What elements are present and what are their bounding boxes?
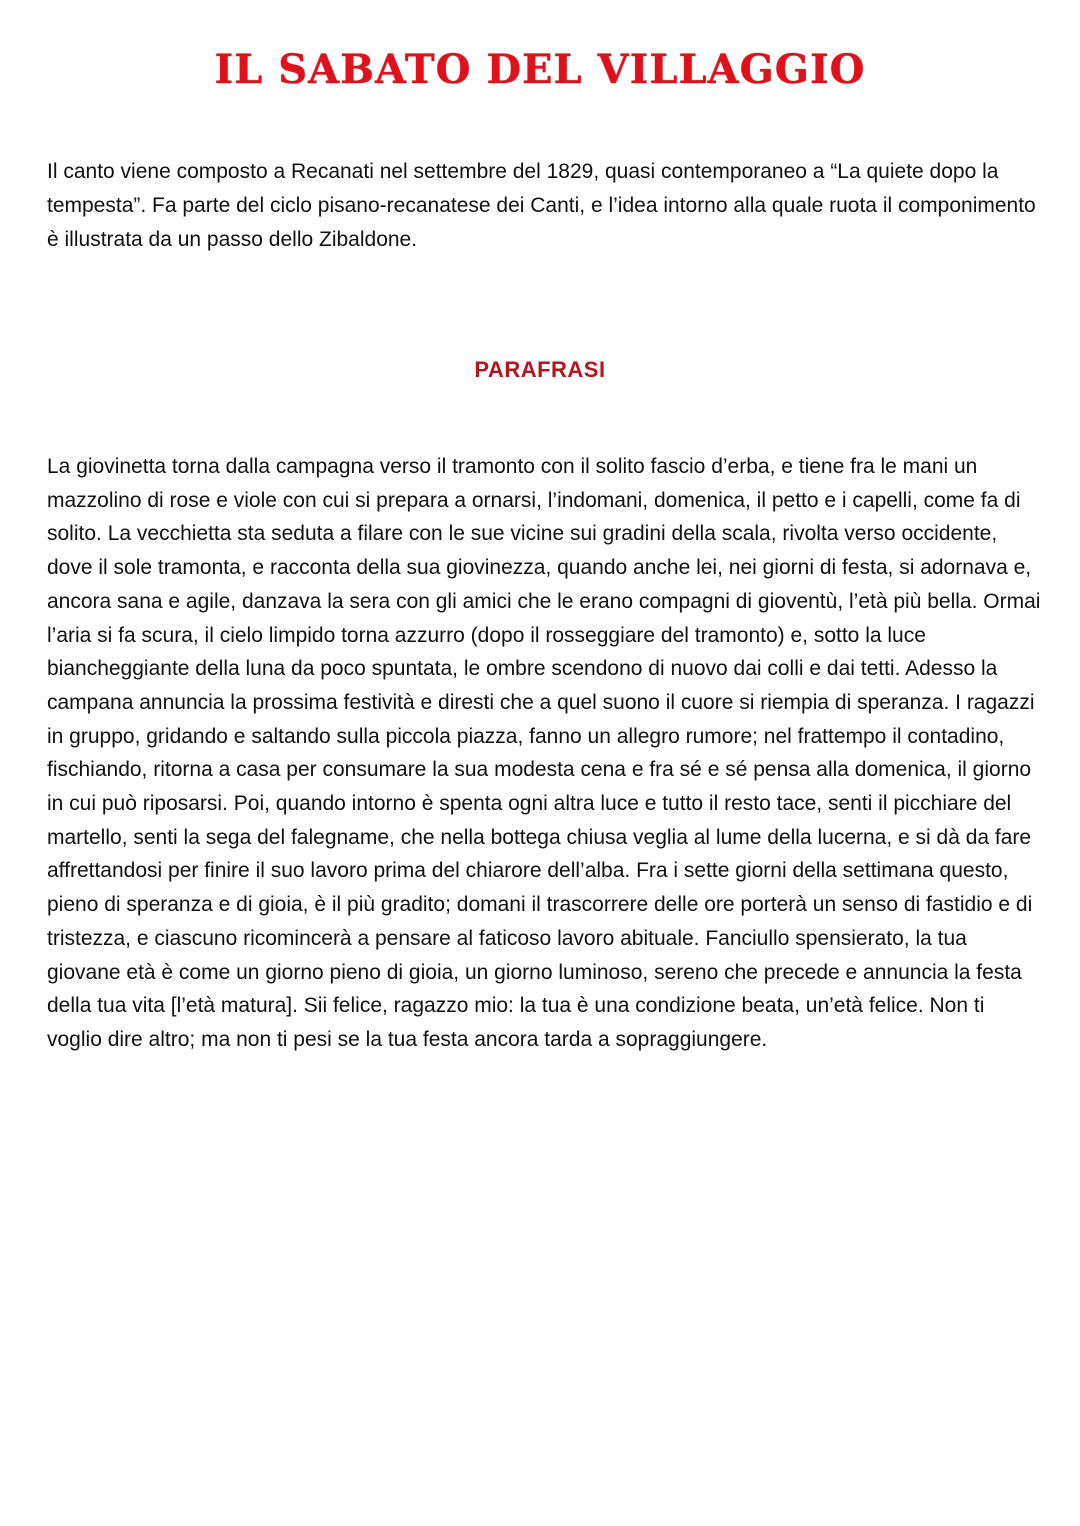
page-title: IL SABATO DEL VILLAGGIO: [214, 46, 866, 93]
section-heading-parafrasi: PARAFRASI: [474, 357, 606, 382]
intro-paragraph: Il canto viene composto a Recanati nel settembre del 1829, quasi contemporaneo a “La quiete dopo la tempesta”. Fa parte del ciclo pisano-recanatese dei Canti, e l’idea intorno alla quale ruota il componimento è illustrata da un passo dello Zibaldone.: [47, 160, 1036, 251]
paraphrase-paragraph: La giovinetta torna dalla campagna verso il tramonto con il solito fascio d’erba, e tiene fra le mani un mazzolino di rose e viole con cui si prepara a ornarsi, l’indomani, domenica, il petto e i capelli, come fa di solito. La vecchietta sta seduta a filare con le sue vicine sui gradini della scala, rivolta verso occidente, dove il sole tramonta, e racconta della sua giovinezza, quando anche lei, nei giorni di festa, si adornava e, ancora sana e agile, danzava la sera con gli amici che le erano compagni di gioventù, l’età più bella. Ormai l’aria si fa scura, il cielo limpido torna azzurro (dopo il rosseggiare del tramonto) e, sotto la luce biancheggiante della luna da poco spuntata, le ombre scendono di nuovo dai colli e dai tetti. Adesso la campana annuncia la prossima festività e diresti che a quel suono il cuore si riempia di speranza. I ragazzi in gruppo, gridando e saltando sulla piccola piazza, fanno un allegro rumore; nel frattempo il contadino, fischiando, ritorna a casa per consumare la sua modesta cena e fra sé e sé pensa alla domenica, il giorno in cui può riposarsi. Poi, quando intorno è spenta ogni altra luce e tutto il resto tace, senti il picchiare del martello, senti la sega del falegname, che nella bottega chiusa veglia al lume della lucerna, e si dà da fare affrettandosi per finire il suo lavoro prima del chiarore dell’alba. Fra i sette giorni della settimana questo, pieno di speranza e di gioia, è il più gradito; domani il trascorrere delle ore porterà un senso di fastidio e di tristezza, e ciascuno ricomincerà a pensare al faticoso lavoro abituale. Fanciullo spensierato, la tua giovane età è come un giorno pieno di gioia, un giorno luminoso, sereno che precede e annuncia la festa della tua vita [l’età matura]. Sii felice, ragazzo mio: la tua è una condizione beata, un’età felice. Non ti voglio dire altro; ma non ti pesi se la tua festa ancora tarda a sopraggiungere.: [47, 455, 1041, 1051]
